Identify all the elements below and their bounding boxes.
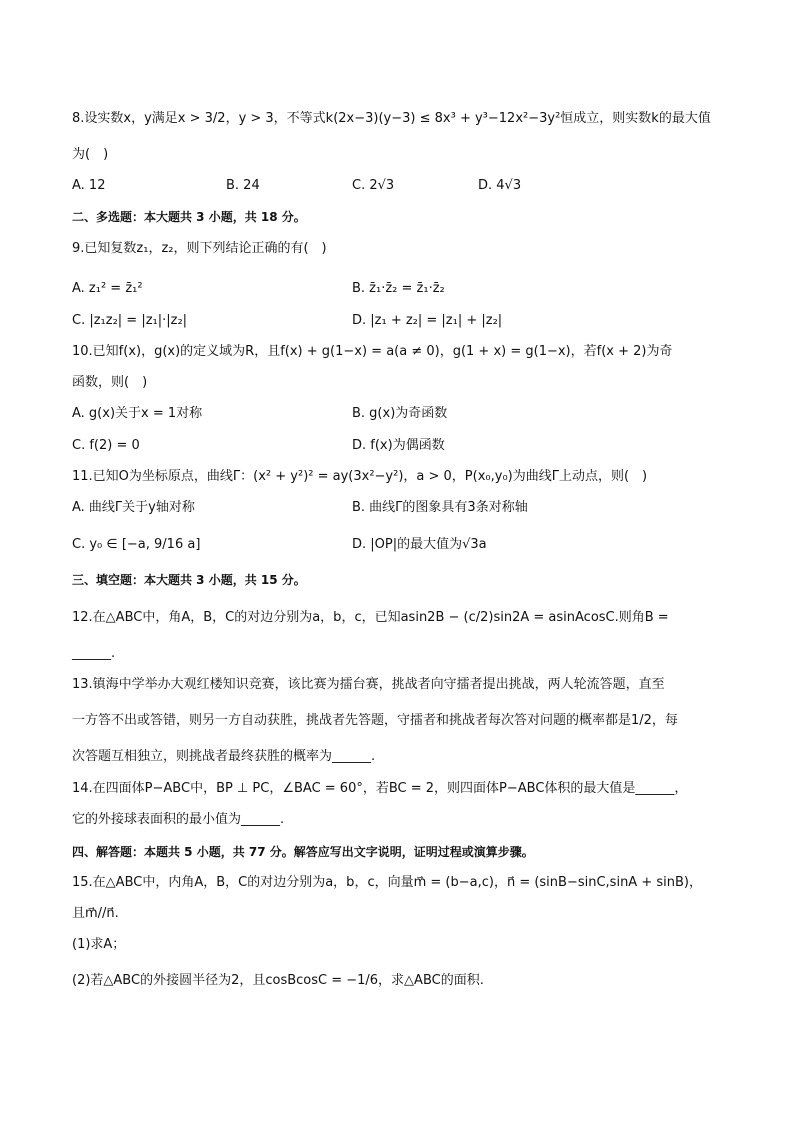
q9-option-b: B. z̄₁·z̄₂ = z̄₁·z̄₂ — [352, 281, 445, 296]
q8-option-b: B. 24 — [226, 178, 260, 193]
q8-option-c: C. 2√3 — [352, 178, 395, 193]
q8-stem: 8.设实数x，y满足x > 3/2，y > 3，不等式k(2x−3)(y−3) ≤ 8x³ + y³−12x²−3y²恒成立，则实数k的最大值 — [72, 111, 711, 126]
q13-line-2: 一方答不出或答错，则另一方自动获胜，挑战者先答题，守擂者和挑战者每次答对问题的概率都是1/2，每 — [72, 713, 678, 728]
q11-option-b: B. 曲线Γ的图象具有3条对称轴 — [352, 500, 528, 515]
q10-stem: 10.已知f(x)，g(x)的定义域为R，且f(x) + g(1−x) = a(a ≠ 0)，g(1 + x) = g(1−x)，若f(x + 2)为奇 — [72, 344, 673, 359]
q13-line-1: 13.镇海中学举办大观红楼知识竞赛，该比赛为擂台赛，挑战者向守擂者提出挑战，两人轮流答题，直至 — [72, 677, 665, 692]
q9-option-d: D. |z₁ + z₂| = |z₁| + |z₂| — [352, 313, 503, 328]
q10-option-c: C. f(2) = 0 — [72, 438, 140, 453]
section-multiple-choice-heading: 二、多选题：本大题共 3 小题，共 18 分。 — [72, 210, 306, 224]
q15-line-1: 15.在△ABC中，内角A，B，C的对边分别为a，b，c，向量m⃗ = (b−a,c)，n⃗ = (sinB−sinC,sinA + sinB)， — [72, 875, 702, 890]
section-fill-in-heading: 三、填空题：本大题共 3 小题，共 15 分。 — [72, 573, 306, 587]
q10-stem-cont: 函数，则( ) — [72, 375, 148, 390]
q14-line-2: 它的外接球表面积的最小值为______. — [72, 812, 285, 827]
q12-stem: 12.在△ABC中，角A，B，C的对边分别为a，b，c，已知asin2B − (c/2)sin2A = asinAcosC.则角B = — [72, 610, 669, 625]
q11-option-a: A. 曲线Γ关于y轴对称 — [72, 500, 195, 515]
q12-blank: ______. — [72, 646, 116, 661]
q11-option-d: D. |OP|的最大值为√3a — [352, 537, 487, 552]
q8-stem-cont: 为( ) — [72, 147, 109, 162]
q11-stem: 11.已知O为坐标原点，曲线Γ：(x² + y²)² = ay(3x²−y²)，a > 0，P(x₀,y₀)为曲线Γ上动点，则( ) — [72, 469, 648, 484]
q10-option-a: A. g(x)关于x = 1对称 — [72, 406, 203, 421]
q15-line-2: 且m⃗//n⃗. — [72, 906, 119, 921]
q10-option-b: B. g(x)为奇函数 — [352, 406, 448, 421]
q14-line-1: 14.在四面体P−ABC中，BP ⊥ PC，∠BAC = 60°，若BC = 2，则四面体P−ABC体积的最大值是______， — [72, 781, 688, 796]
q15-part-1: (1)求A； — [72, 937, 126, 952]
q8-option-a: A. 12 — [72, 178, 106, 193]
q8-option-d: D. 4√3 — [478, 178, 522, 193]
q9-option-c: C. |z₁z₂| = |z₁|·|z₂| — [72, 313, 188, 328]
section-solution-heading: 四、解答题：本题共 5 小题，共 77 分。解答应写出文字说明，证明过程或演算步骤。 — [72, 845, 534, 859]
q11-option-c: C. y₀ ∈ [−a, 9/16 a] — [72, 537, 201, 552]
q9-stem: 9.已知复数z₁，z₂，则下列结论正确的有( ) — [72, 241, 327, 256]
q10-option-d: D. f(x)为偶函数 — [352, 438, 445, 453]
q13-line-3: 次答题互相独立，则挑战者最终获胜的概率为______. — [72, 749, 376, 764]
q9-option-a: A. z₁² = z̄₁² — [72, 281, 143, 296]
q15-part-2: (2)若△ABC的外接圆半径为2，且cosBcosC = −1/6，求△ABC的面积. — [72, 973, 484, 988]
